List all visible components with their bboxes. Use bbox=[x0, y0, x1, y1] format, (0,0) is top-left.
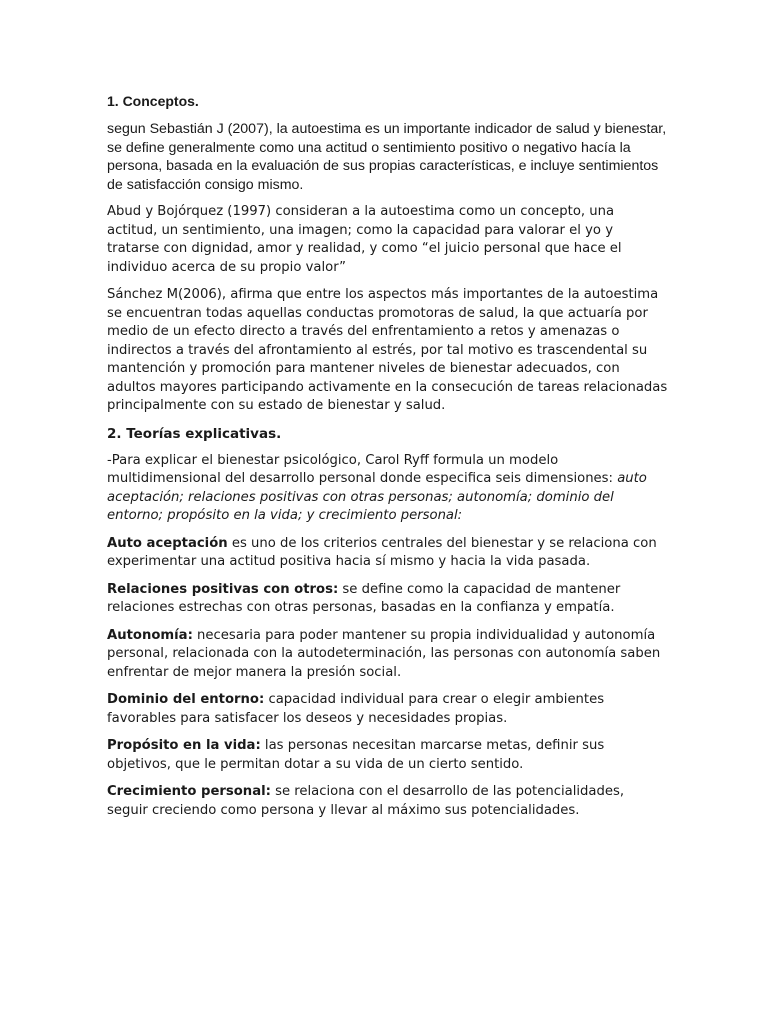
dimension-text: las personas necesitan marcarse metas, definir sus objetivos, que le permitan dotar a su vida de un cierto sentido. bbox=[107, 738, 605, 772]
dimension-text: se define como la capacidad de mantener relaciones estrechas con otras personas, basadas en la confianza y empatía. bbox=[107, 581, 621, 615]
ryff-intro-text: -Para explicar el bienestar psicológico, Carol Ryff formula un modelo multidimensional del desarrollo personal donde especifica seis dimensiones: bbox=[107, 452, 618, 486]
section-heading-teorias: 2. Teorías explicativas. bbox=[107, 425, 282, 442]
dimension-proposito-vida bbox=[107, 737, 668, 774]
paragraph-sebastian: segun Sebastián J (2007), la autoestima es un importante indicador de salud y bienestar, se define generalmente como una actitud o sentimiento positivo o negativo hacía la persona, basada en la evaluación de sus propias características, e incluye sentimientos de satisfacción consigo mismo. bbox=[107, 121, 667, 193]
paragraph-ryff-intro bbox=[107, 452, 668, 526]
paragraph-abud-bojorquez: Abud y Bojórquez (1997) consideran a la autoestima como un concepto, una actitud, un sentimiento, una imagen; como la capacidad para valorar el yo y tratarse con dignidad, amor y realidad, y como “el juicio personal que hace el individuo acerca de su propio valor” bbox=[107, 204, 622, 275]
dimension-term: Dominio del entorno: bbox=[107, 692, 265, 707]
dimension-autonomia bbox=[107, 627, 668, 683]
dimension-auto-aceptacion bbox=[107, 535, 668, 572]
dimension-term: Propósito en la vida: bbox=[107, 738, 261, 753]
dimension-crecimiento-personal bbox=[107, 783, 668, 820]
dimension-term: Auto aceptación bbox=[107, 535, 228, 551]
dimension-term: Crecimiento personal: bbox=[107, 784, 271, 799]
ryff-dimensions-list: auto aceptación; relaciones positivas con otras personas; autonomía; dominio del entorno; propósito en la vida; y crecimiento personal: bbox=[107, 471, 647, 523]
dimension-term: Relaciones positivas con otros: bbox=[107, 581, 339, 597]
dimension-dominio-entorno bbox=[107, 691, 668, 728]
dimension-text: se relaciona con el desarrollo de las potencialidades, seguir creciendo como persona y llevar al máximo sus potencialidades. bbox=[107, 784, 625, 818]
dimension-relaciones-positivas bbox=[107, 581, 668, 618]
dimension-term: Autonomía: bbox=[107, 627, 193, 643]
dimension-text: es uno de los criterios centrales del bienestar y se relaciona con experimentar una actitud positiva hacia sí mismo y hacia la vida pasada. bbox=[107, 535, 657, 569]
paragraph-sanchez: Sánchez M(2006), afirma que entre los aspectos más importantes de la autoestima se encuentran todas aquellas conductas promotoras de salud, la que actuaría por medio de un efecto directo a través del enfrentamiento a retos y amenazas o indirectos a través del afrontamiento al estrés, por tal motivo es trascendental su mantención y promoción para mantener niveles de bienestar adecuados, con adultos mayores participando activamente en la consecución de tareas relacionadas principalmente con su estado de bienestar y salud. bbox=[107, 287, 668, 413]
dimension-text: necesaria para poder mantener su propia individualidad y autonomía personal, relacionada con la autodeterminación, las personas con autonomía saben enfrentar de mejor manera la presión social. bbox=[107, 627, 661, 680]
section-heading-conceptos: 1. Conceptos. bbox=[107, 93, 199, 109]
dimension-text: capacidad individual para crear o elegir ambientes favorables para satisfacer los deseos y necesidades propias. bbox=[107, 692, 605, 726]
